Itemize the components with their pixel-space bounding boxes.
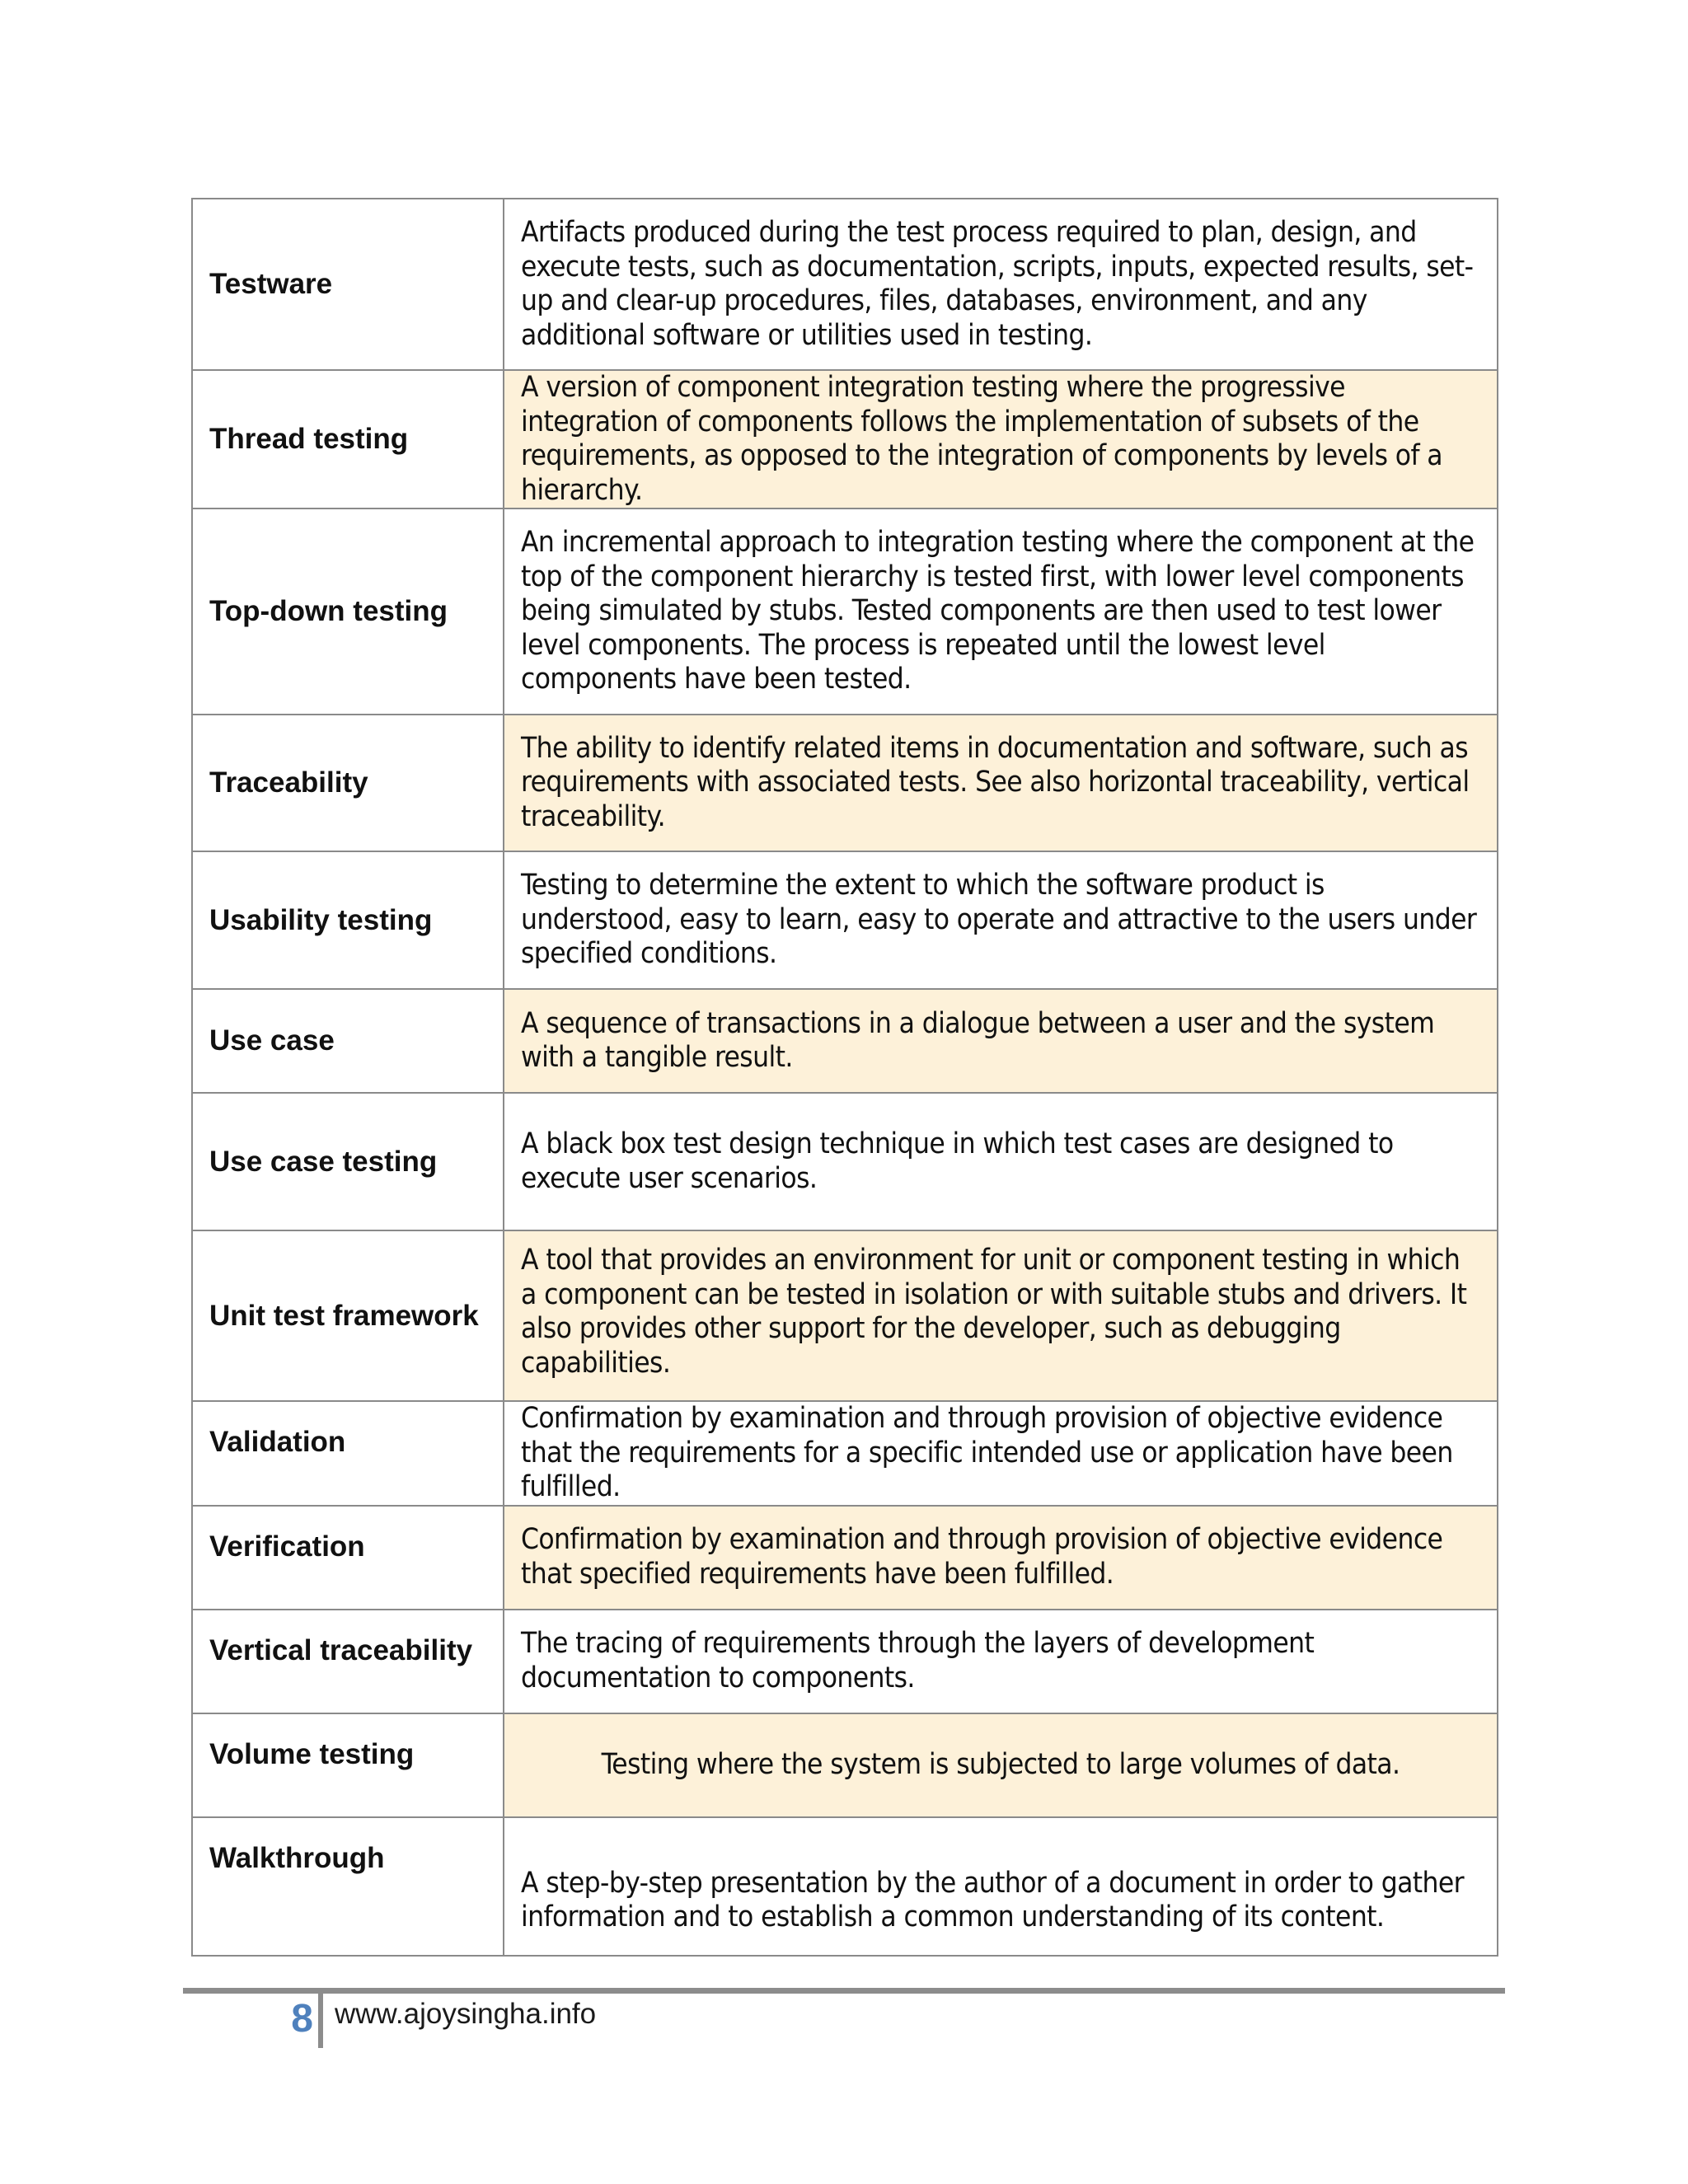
table-row bbox=[192, 851, 1498, 989]
term-cell: Volume testing bbox=[192, 1713, 504, 1817]
footer-rule bbox=[183, 1988, 1505, 1994]
term-cell: Walkthrough bbox=[192, 1817, 504, 1956]
definition-cell: A step-by-step presentation by the author of a document in order to gather information and to establish a common understanding of its content. bbox=[504, 1817, 1498, 1956]
table-row bbox=[192, 509, 1498, 715]
term-cell: Validation bbox=[192, 1401, 504, 1506]
term-cell: Unit test framework bbox=[192, 1230, 504, 1401]
definition-cell: Artifacts produced during the test process required to plan, design, and execute tests, such as documentation, scripts, inputs, expected results, set-up and clear-up procedures, files, databases, environment, and any additional software or utilities used in testing. bbox=[504, 199, 1498, 370]
glossary-table bbox=[191, 198, 1498, 1957]
table-row bbox=[192, 1401, 1498, 1506]
table-row bbox=[192, 1093, 1498, 1230]
page-number: 8 bbox=[291, 1997, 313, 2041]
term-cell: Top-down testing bbox=[192, 509, 504, 715]
definition-cell: Testing where the system is subjected to large volumes of data. bbox=[504, 1713, 1498, 1817]
table-row bbox=[192, 1610, 1498, 1713]
definition-cell: A black box test design technique in which test cases are designed to execute user scenarios. bbox=[504, 1093, 1498, 1230]
term-cell: Vertical traceability bbox=[192, 1610, 504, 1713]
definition-cell: Confirmation by examination and through provision of objective evidence that the requirements for a specific intended use or application have been fulfilled. bbox=[504, 1401, 1498, 1506]
term-cell: Usability testing bbox=[192, 851, 504, 989]
definition-cell: A tool that provides an environment for unit or component testing in which a component can be tested in isolation or with suitable stubs and drivers. It also provides other support for the developer, such as debugging capabilities. bbox=[504, 1230, 1498, 1401]
table-row bbox=[192, 1817, 1498, 1956]
term-cell: Thread testing bbox=[192, 370, 504, 509]
table-row bbox=[192, 989, 1498, 1093]
table-row bbox=[192, 715, 1498, 851]
term-cell: Testware bbox=[192, 199, 504, 370]
footer-divider bbox=[318, 1994, 323, 2048]
footer-url: www.ajoysingha.info bbox=[335, 1998, 597, 2030]
term-cell: Traceability bbox=[192, 715, 504, 851]
definition-cell: The tracing of requirements through the layers of development documentation to components. bbox=[504, 1610, 1498, 1713]
table-row bbox=[192, 199, 1498, 370]
definition-cell: A version of component integration testing where the progressive integration of components follows the implementation of subsets of the requirements, as opposed to the integration of components by levels of a hierarchy. bbox=[504, 370, 1498, 509]
term-cell: Use case bbox=[192, 989, 504, 1093]
definition-cell: Testing to determine the extent to which the software product is understood, easy to learn, easy to operate and attractive to the users under specified conditions. bbox=[504, 851, 1498, 989]
term-cell: Verification bbox=[192, 1506, 504, 1610]
table-row bbox=[192, 1713, 1498, 1817]
definition-cell: Confirmation by examination and through provision of objective evidence that specified requirements have been fulfilled. bbox=[504, 1506, 1498, 1610]
table-row bbox=[192, 1230, 1498, 1401]
definition-cell: A sequence of transactions in a dialogue between a user and the system with a tangible result. bbox=[504, 989, 1498, 1093]
term-cell: Use case testing bbox=[192, 1093, 504, 1230]
definition-cell: An incremental approach to integration testing where the component at the top of the component hierarchy is tested first, with lower level components being simulated by stubs. Tested components are then used to test lower level components. The process is repeated until the lowest level components have been tested. bbox=[504, 509, 1498, 715]
definition-cell: The ability to identify related items in documentation and software, such as requirements with associated tests. See also horizontal traceability, vertical traceability. bbox=[504, 715, 1498, 851]
table-row bbox=[192, 370, 1498, 509]
table-row bbox=[192, 1506, 1498, 1610]
